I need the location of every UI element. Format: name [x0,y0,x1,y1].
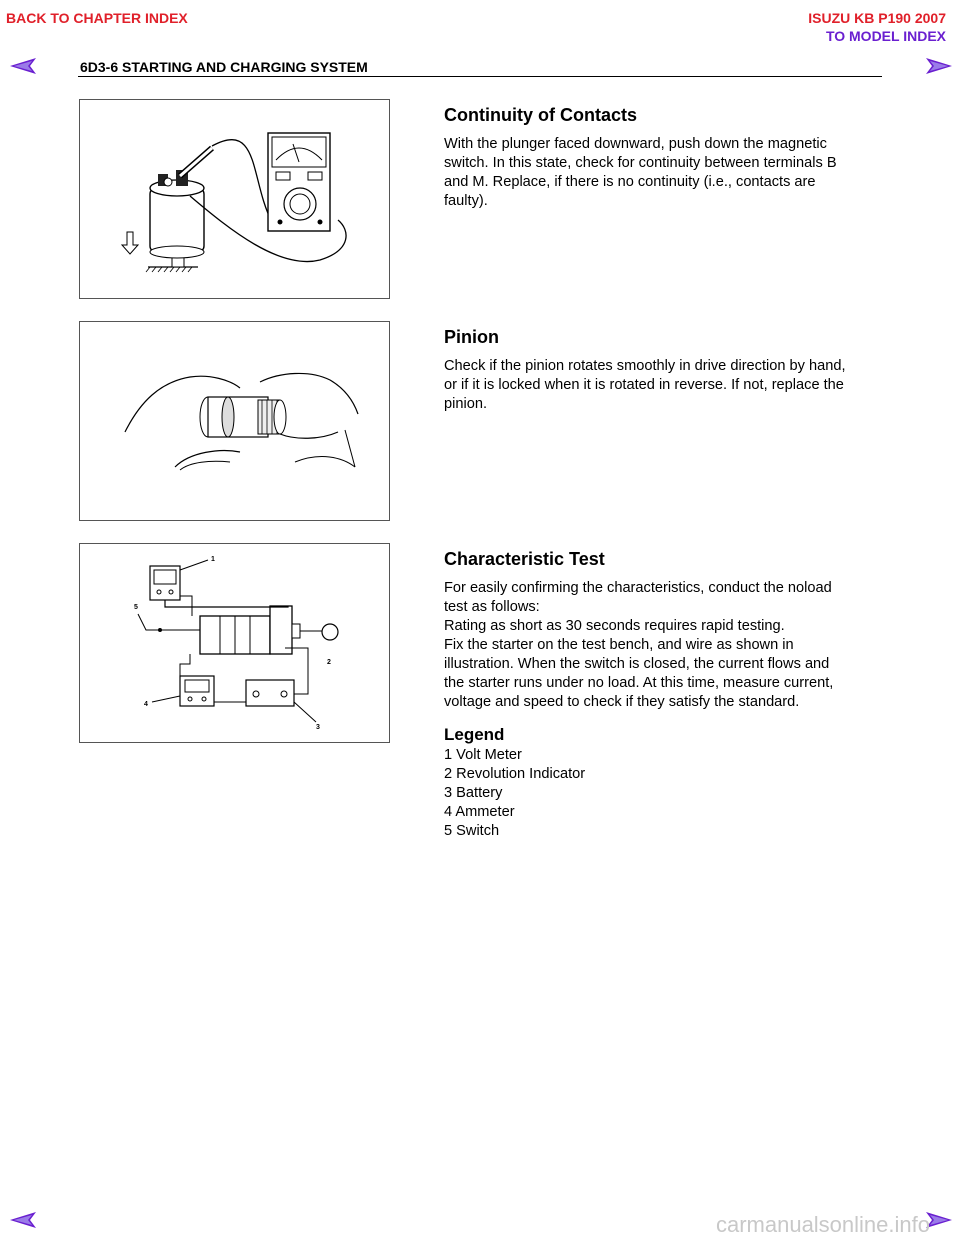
pinion-section [444,325,884,414]
label-2: 2 [327,659,331,666]
pinion-heading: Pinion [444,327,499,347]
text-line: and M. Replace, if there is no continuity (i.e., contacts are [444,174,816,190]
label-5: 5 [134,604,138,611]
characteristic-test-diagram [80,544,391,744]
back-to-chapter-index-link[interactable]: BACK TO CHAPTER INDEX [6,10,188,26]
text-line: Check if the pinion rotates smoothly in drive direction by hand, [444,358,846,374]
legend-item: 2 Revolution Indicator [444,766,586,782]
label-4: 4 [144,701,148,708]
legend-item: 1 Volt Meter [444,747,522,763]
legend-title: Legend [444,725,505,744]
header-divider [78,76,882,77]
page-header-title: 6D3-6 STARTING AND CHARGING SYSTEM [80,59,368,75]
legend-item: 3 Battery [444,785,503,801]
text-line: Rating as short as 30 seconds requires rapid testing. [444,618,785,634]
continuity-section [444,103,884,211]
text-line: For easily confirming the characteristics, conduct the noload [444,580,832,596]
previous-page-arrow-bottom-icon[interactable] [10,1212,38,1228]
text-line: faulty). [444,193,488,209]
text-line: test as follows: [444,599,540,615]
text-line: voltage and speed to check if they satisfy the standard. [444,694,800,710]
previous-page-arrow-icon[interactable] [10,58,38,74]
text-line: illustration. When the switch is closed, the current flows and [444,656,830,672]
continuity-test-illustration [80,100,391,300]
continuity-heading: Continuity of Contacts [444,105,637,125]
characteristic-heading: Characteristic Test [444,549,605,569]
pinion-illustration [80,322,391,522]
continuity-text [444,135,884,211]
label-3: 3 [316,724,320,731]
text-line: With the plunger faced downward, push down the magnetic [444,136,827,152]
text-line: Fix the starter on the test bench, and wire as shown in [444,637,794,653]
legend-item: 5 Switch [444,823,500,839]
pinion-figure [79,321,390,521]
label-1: 1 [211,556,215,563]
text-line: or if it is locked when it is rotated in reverse. If not, replace the [444,377,844,393]
text-line: the starter runs under no load. At this time, measure current, [444,675,834,691]
pinion-text [444,357,884,414]
next-page-arrow-icon[interactable] [924,58,952,74]
text-line: switch. In this state, check for continuity between terminals B [444,155,837,171]
watermark: carmanualsonline.info [715,1212,930,1237]
characteristic-text [444,579,884,712]
characteristic-section [444,547,884,841]
continuity-test-figure [79,99,390,299]
characteristic-test-figure [79,543,390,743]
to-model-index-link[interactable]: TO MODEL INDEX [825,28,946,44]
text-line: pinion. [444,396,488,412]
model-title-link[interactable]: ISUZU KB P190 2007 [808,10,946,26]
legend-item: 4 Ammeter [444,804,515,820]
